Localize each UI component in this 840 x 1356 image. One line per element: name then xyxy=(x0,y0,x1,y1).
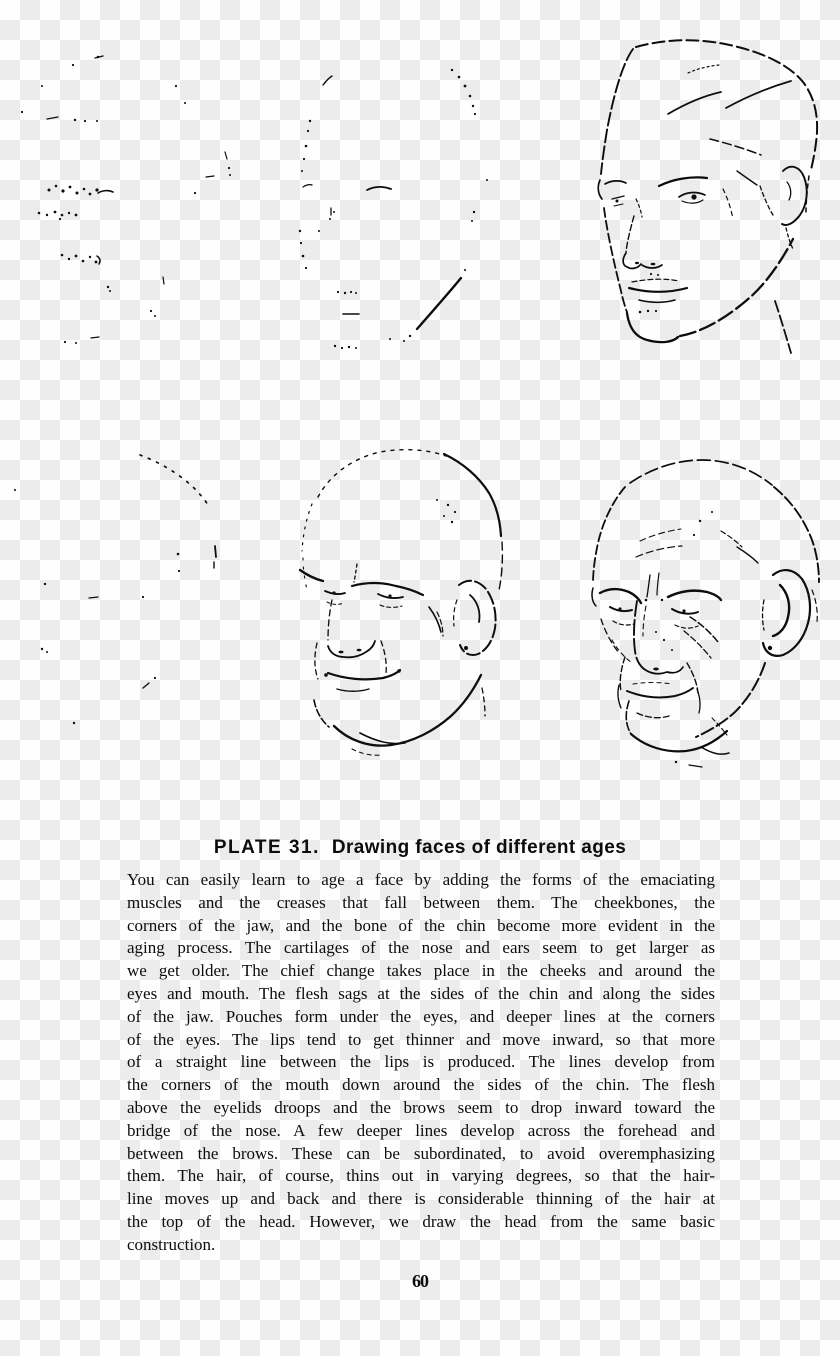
paragraph-line: above the eyelids droops and the brows seem to drop inward toward the xyxy=(127,1097,715,1117)
paragraph-line: the top of the head. However, we draw the head from the same basic xyxy=(127,1211,715,1231)
faint-young-face-sketch xyxy=(299,69,488,349)
paragraph-line: them. The hair, of course, thins out in varying degrees, so that the hair- xyxy=(127,1166,715,1186)
paragraph-line: of the jaw. Pouches form under the eyes, and deeper lines at the corners xyxy=(127,1006,715,1026)
plate-title xyxy=(0,836,840,860)
plate-title-text: Drawing faces of different ages xyxy=(331,837,627,858)
paragraph-line: eyes and mouth. The flesh sags at the sides of the chin and along the sides xyxy=(127,983,715,1003)
faint-pencil-marks-upper-left-sketch xyxy=(21,56,231,344)
paragraph-line: of a straight line between the lips is produced. The lines develop from xyxy=(127,1052,715,1072)
paragraph-line: construction. xyxy=(127,1234,216,1254)
plate-description-paragraph xyxy=(127,869,715,1257)
paragraph-line: we get older. The chief change takes place in the cheeks and around the xyxy=(127,961,715,981)
paragraph-line: the corners of the mouth down around the sides of the chin. The flesh xyxy=(127,1075,715,1095)
paragraph-line: between the brows. These can be subordinated, to avoid overemphasizing xyxy=(127,1143,715,1163)
paragraph-line: muscles and the creases that fall between them. The cheekbones, the xyxy=(127,892,715,912)
page-number: 60 xyxy=(412,1271,428,1291)
elderly-wrinkled-head-sketch xyxy=(592,460,819,767)
young-adult-head-sketch xyxy=(598,40,817,353)
plate-number-label: PLATE 31. xyxy=(213,837,320,858)
paragraph-line: aging process. The cartilages of the nose and ears seem to get larger as xyxy=(127,938,715,958)
paragraph-line: of the eyes. The lips tend to get thinner and move inward, so that more xyxy=(127,1029,715,1049)
paragraph-line: You can easily learn to age a face by adding the forms of the emaciating xyxy=(127,870,715,889)
paragraph-line: corners of the jaw, and the bone of the chin become more evident in the xyxy=(127,915,715,935)
paragraph-line: line moves up and back and there is considerable thinning of the hair at xyxy=(127,1189,715,1209)
faint-profile-fragments-left-sketch xyxy=(14,455,216,724)
middle-aged-bald-head-sketch xyxy=(300,450,502,756)
paragraph-line: bridge of the nose. A few deeper lines develop across the forehead and xyxy=(127,1120,715,1140)
